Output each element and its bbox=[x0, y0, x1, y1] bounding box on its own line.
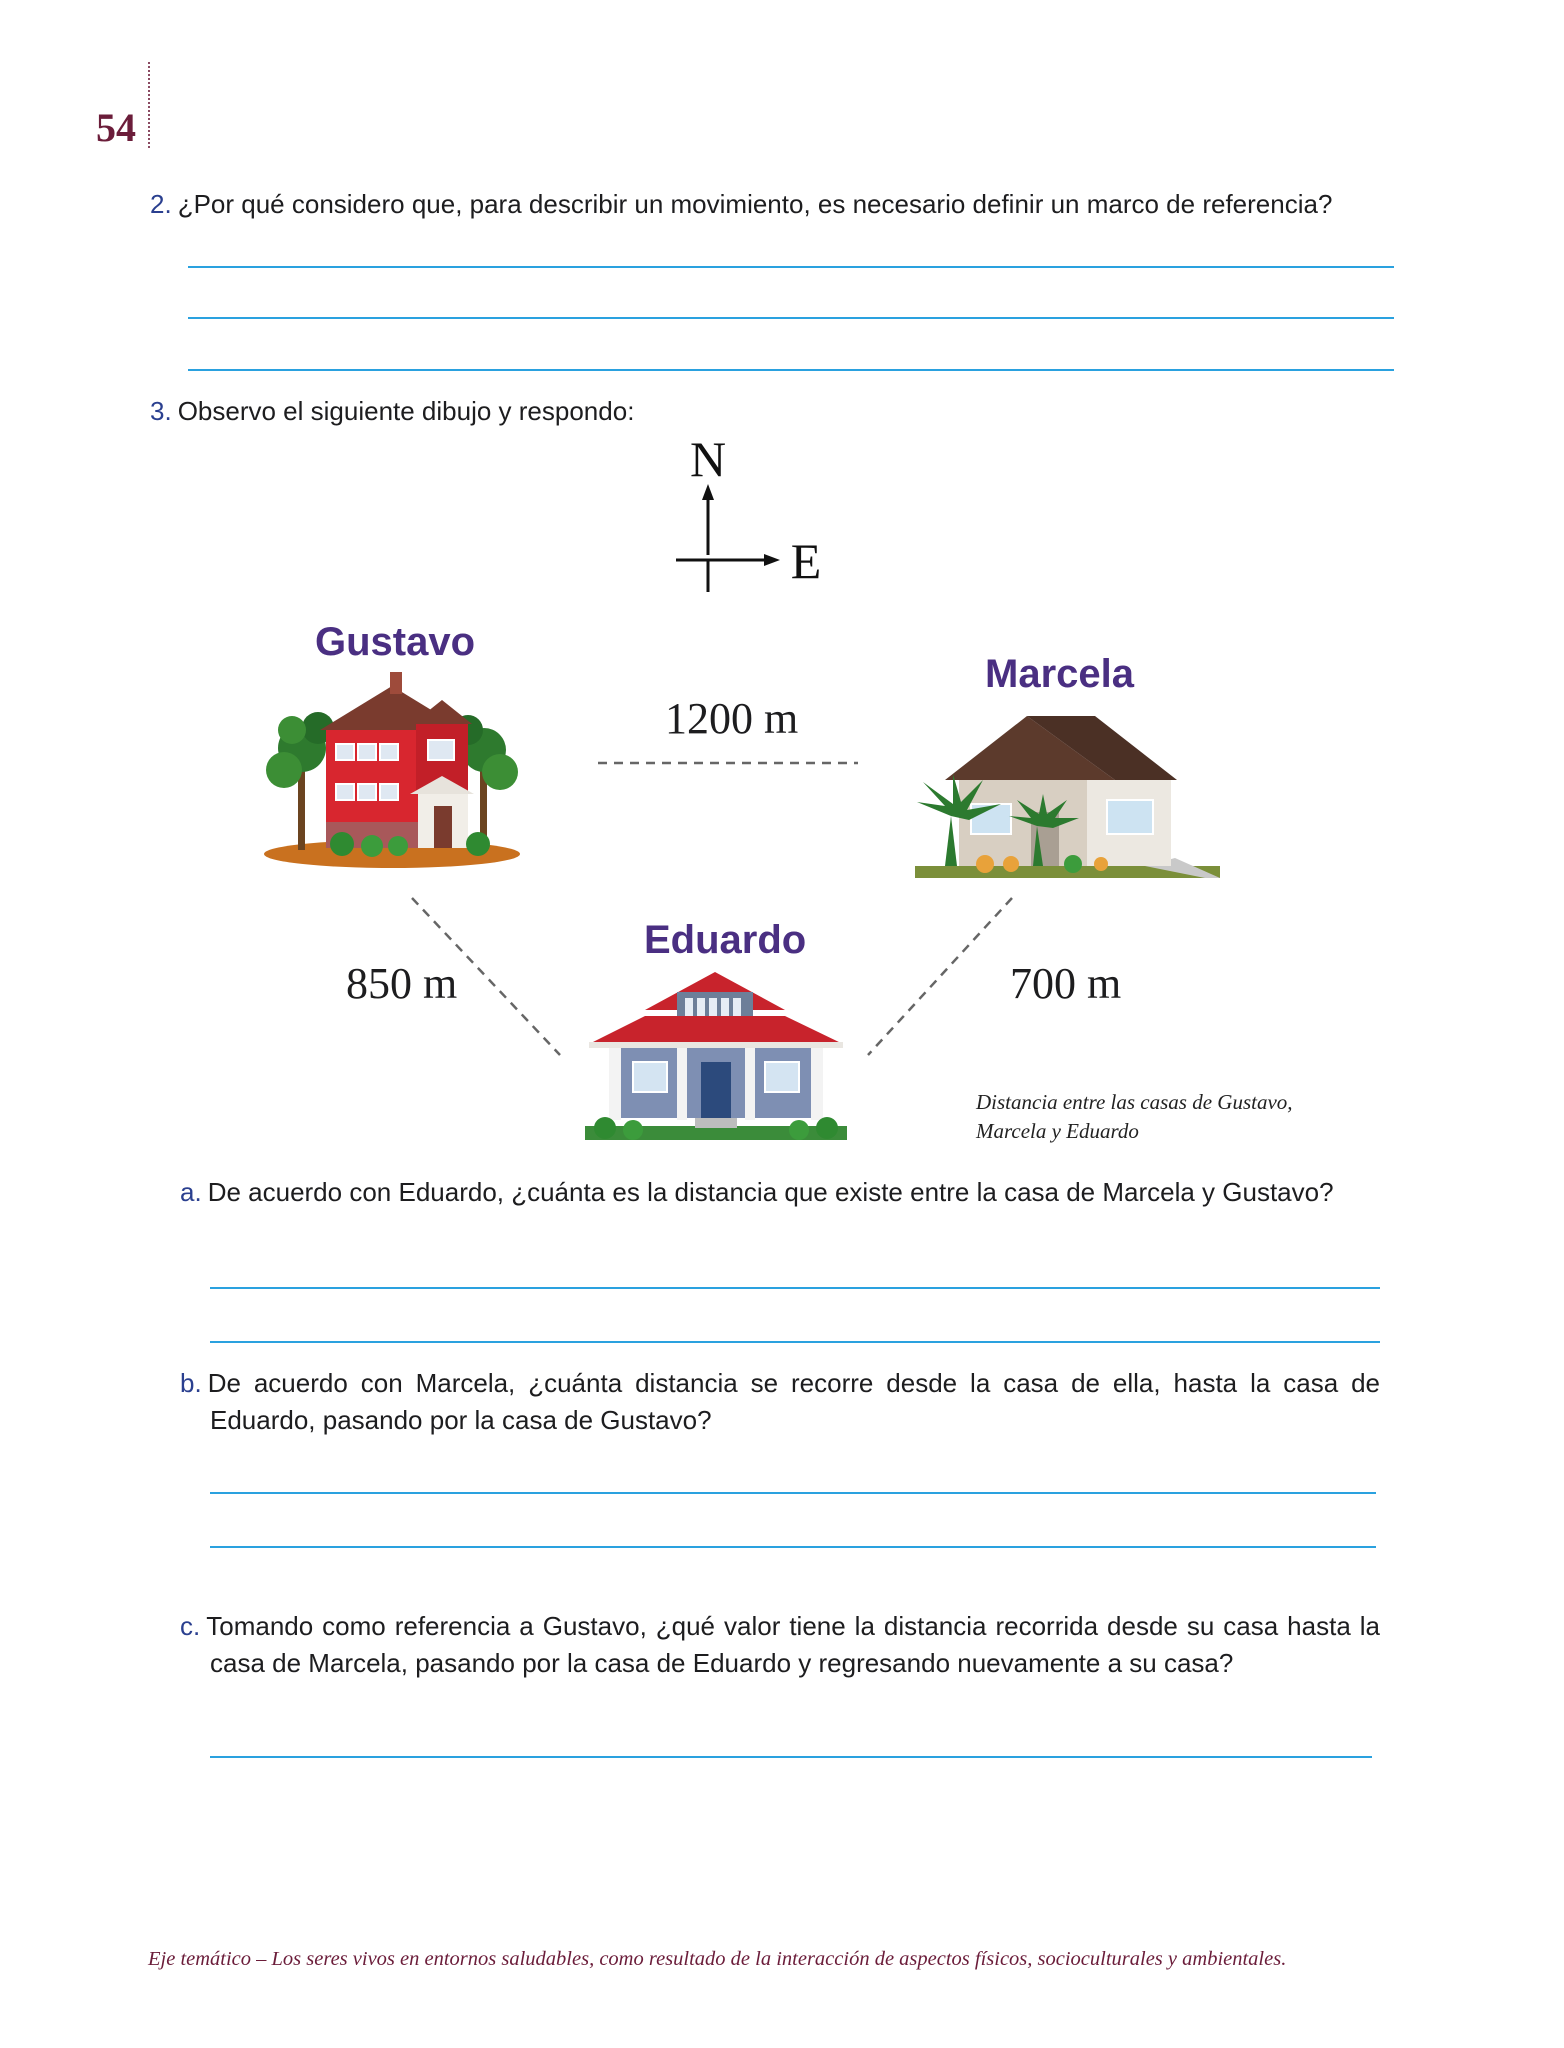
question-3-text: Observo el siguiente dibujo y respondo: bbox=[177, 396, 635, 426]
marcela-label: Marcela bbox=[985, 652, 1134, 696]
figure-caption: Distancia entre las casas de Gustavo, Marcela y Eduardo bbox=[976, 1090, 1293, 1143]
subquestion-c bbox=[180, 1608, 1380, 1682]
footer-thematic-axis: Eje temático – Los seres vivos en entornos saludables, como resultado de la interacción de aspectos físicos, socioculturales y ambientales. bbox=[148, 1948, 1287, 1970]
compass-north-label: N bbox=[689, 431, 727, 487]
subquestion-b-text: De acuerdo con Marcela, ¿cuánta distancia se recorre desde la casa de ella, hasta la casa de Eduardo, pasando por la casa de Gustavo? bbox=[207, 1368, 1380, 1435]
gustavo-label: Gustavo bbox=[315, 620, 476, 664]
question-2-text: ¿Por qué considero que, para describir un movimiento, es necesario definir un marco de referencia? bbox=[177, 189, 1333, 219]
dashed-line-gustavo-eduardo bbox=[412, 898, 560, 1055]
subquestion-b bbox=[180, 1365, 1380, 1439]
marcela-house-illustration bbox=[915, 708, 1220, 883]
subquestion-a-text: De acuerdo con Eduardo, ¿cuánta es la distancia que existe entre la casa de Marcela y Gustavo? bbox=[207, 1177, 1334, 1207]
page-number: 54 bbox=[96, 105, 136, 150]
question-3-number: 3. bbox=[150, 396, 172, 426]
gustavo-house-illustration bbox=[262, 668, 522, 873]
subquestion-a bbox=[180, 1174, 1380, 1211]
answer-line-a-2[interactable] bbox=[210, 1341, 1380, 1343]
answer-line-c-1[interactable] bbox=[210, 1756, 1372, 1758]
subquestion-b-letter: b. bbox=[180, 1368, 202, 1398]
subquestion-a-letter: a. bbox=[180, 1177, 202, 1207]
distance-marcela-eduardo: 700 m bbox=[1010, 959, 1122, 1008]
question-2-number: 2. bbox=[150, 189, 172, 219]
eduardo-house-illustration bbox=[585, 970, 847, 1145]
compass-east-label: E bbox=[790, 533, 822, 589]
answer-line-b-2[interactable] bbox=[210, 1546, 1376, 1548]
answer-line-a-1[interactable] bbox=[210, 1287, 1380, 1289]
distance-gustavo-eduardo: 850 m bbox=[346, 959, 458, 1008]
subquestion-c-letter: c. bbox=[180, 1611, 201, 1641]
subquestion-c-text: Tomando como referencia a Gustavo, ¿qué valor tiene la distancia recorrida desde su casa hasta la casa de Marcela, pasando por la casa de Eduardo y regresando nuevamente a su casa? bbox=[206, 1611, 1380, 1678]
eduardo-label: Eduardo bbox=[644, 918, 807, 962]
dashed-line-marcela-eduardo bbox=[868, 898, 1012, 1055]
answer-line-b-1[interactable] bbox=[210, 1492, 1376, 1494]
distance-gustavo-marcela: 1200 m bbox=[665, 694, 799, 743]
